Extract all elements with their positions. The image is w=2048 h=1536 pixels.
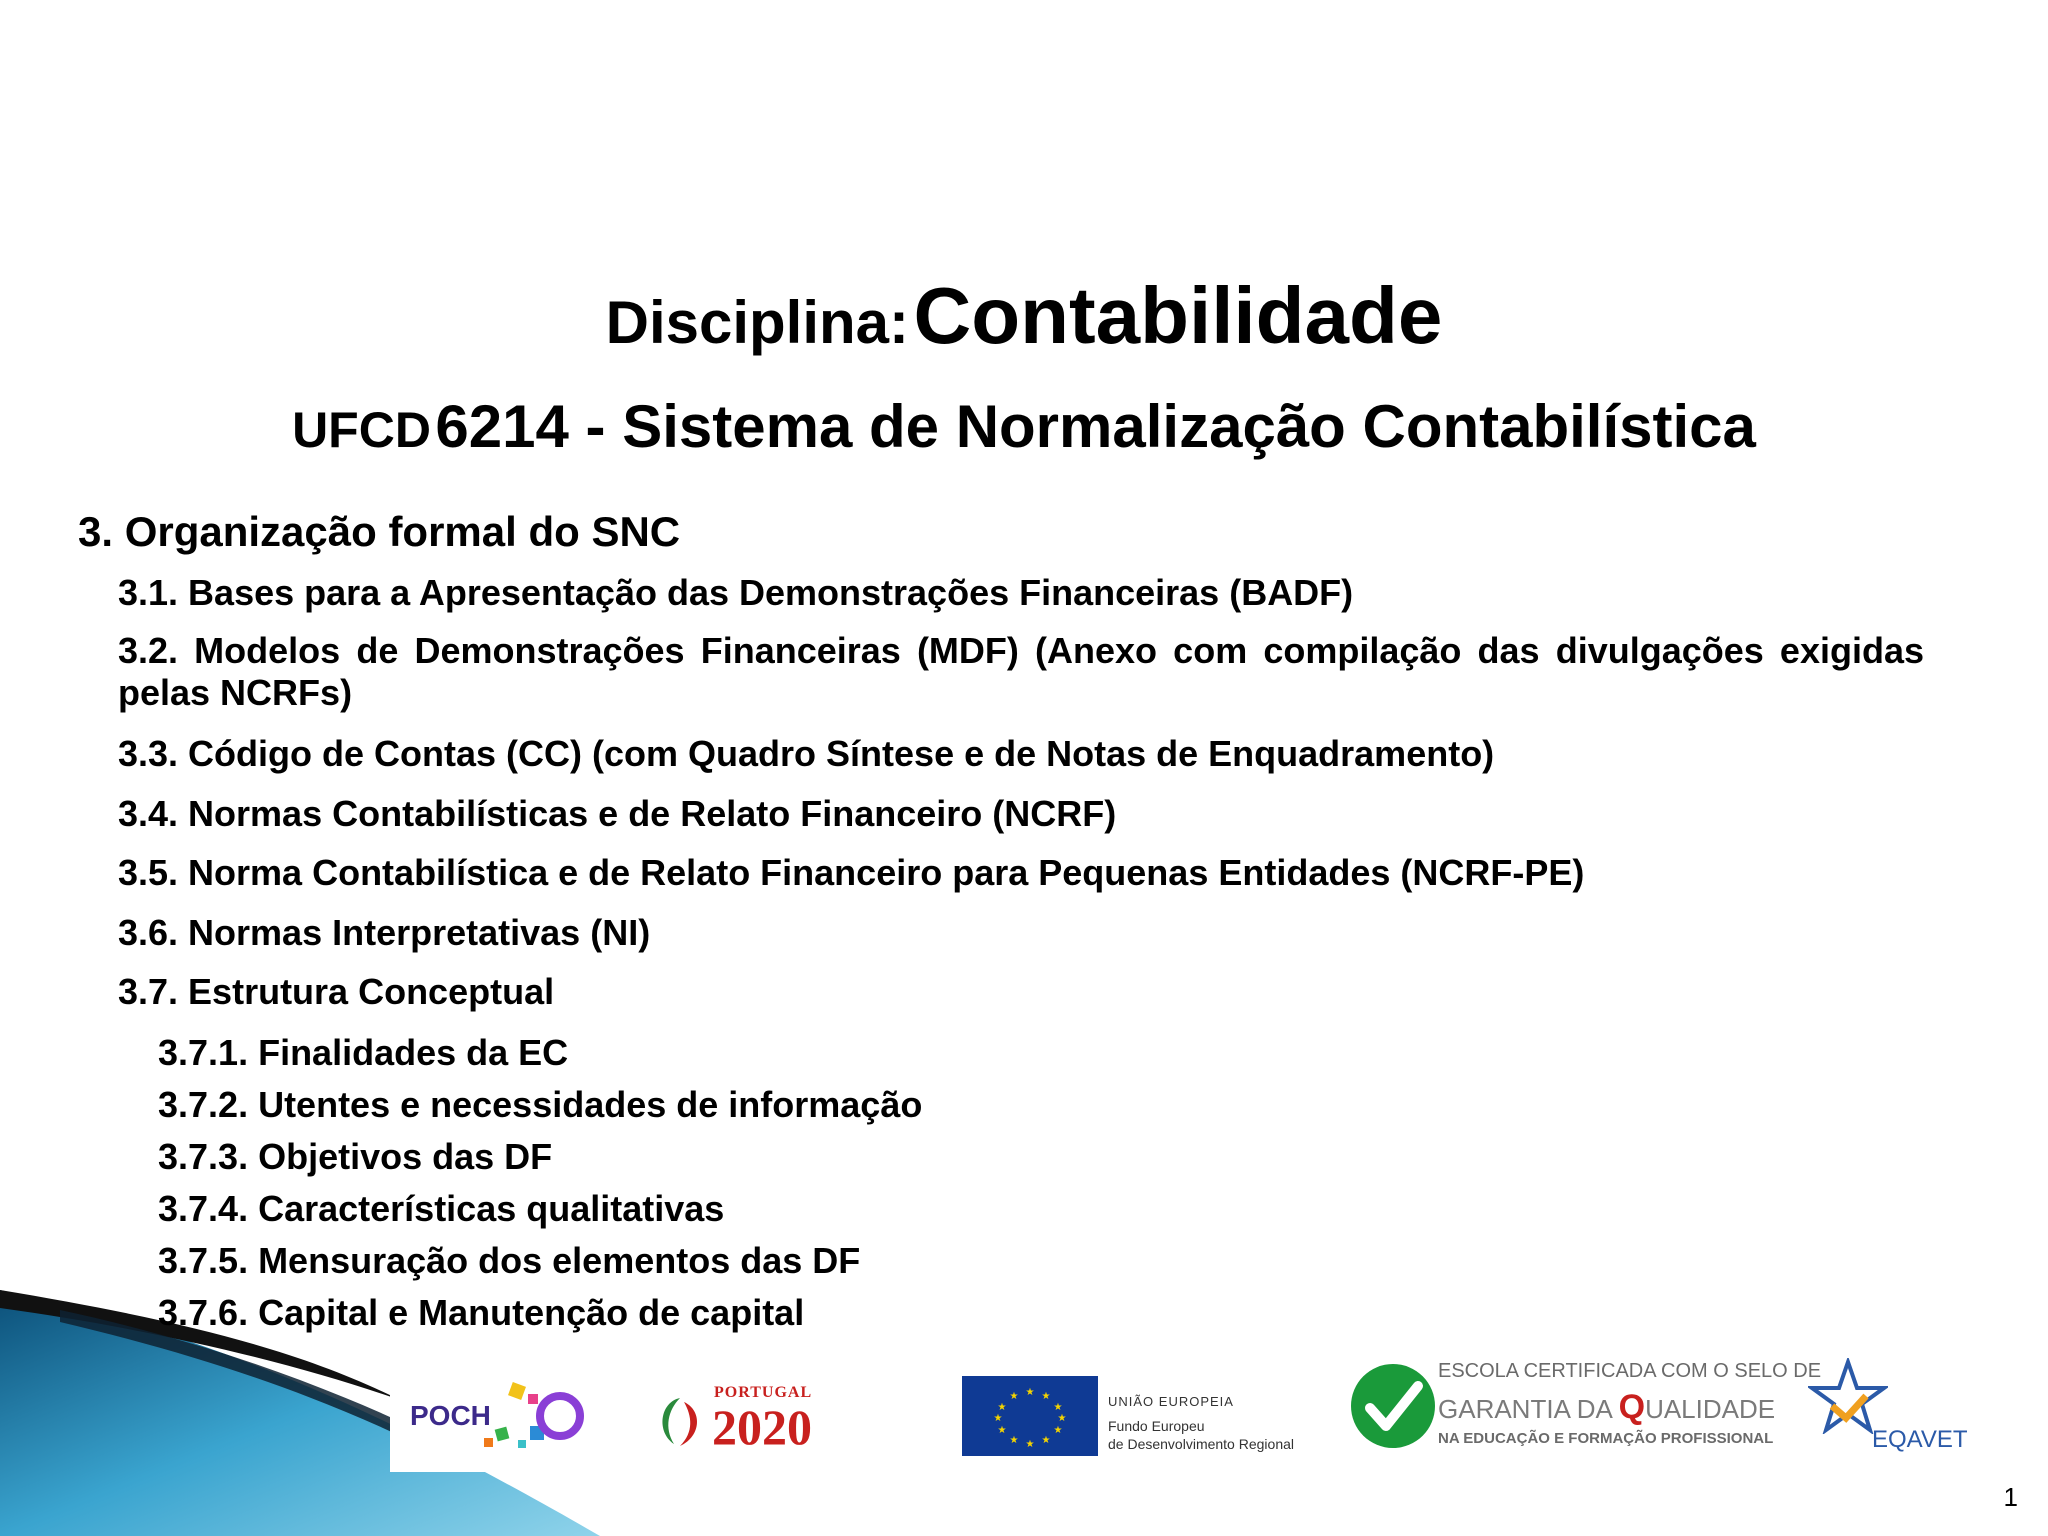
list-item: 3.5. Norma Contabilística e de Relato Financeiro para Pequenas Entidades (NCRF-PE) (118, 852, 1585, 893)
eu-logo (962, 1376, 1342, 1460)
slide-subtitle (0, 392, 2048, 461)
eu-flag-icon (962, 1376, 1098, 1456)
poch-text: POCH (410, 1400, 491, 1431)
subtitle-prefix: UFCD (292, 402, 431, 458)
sub-list-item: 3.7.3. Objetivos das DF (158, 1136, 553, 1177)
svg-text:★: ★ (1009, 1391, 1019, 1402)
list-item: 3.1. Bases para a Apresentação das Demonstrações Financeiras (BADF) (118, 572, 1354, 613)
subtitle-main: 6214 - Sistema de Normalização Contabilística (435, 393, 1756, 460)
eu-line-3: de Desenvolvimento Regional (1108, 1436, 1294, 1452)
svg-text:★: ★ (1041, 1435, 1051, 1446)
eqavet-logo (1808, 1358, 1968, 1458)
quality-line-1: ESCOLA CERTIFICADA COM O SELO DE (1438, 1360, 1822, 1382)
sub-list-item: 3.7.6. Capital e Manutenção de capital (158, 1292, 805, 1333)
svg-text:★: ★ (993, 1413, 1003, 1424)
sub-list-item: 3.7.2. Utentes e necessidades de informação (158, 1084, 923, 1125)
title-main: Contabilidade (913, 271, 1443, 360)
quality-line-2a: GARANTIA DA (1438, 1394, 1619, 1424)
list-item: 3.2. Modelos de Demonstrações Financeiras (MDF) (Anexo com compilação das divulgações exigidas pelas NCRFs) (118, 630, 1924, 713)
sub-list-item: 3.7.1. Finalidades da EC (158, 1032, 569, 1073)
quality-q-icon: Q (1618, 1388, 1646, 1426)
sub-list-item: 3.7.4. Características qualitativas (158, 1188, 725, 1229)
list-item: 3.6. Normas Interpretativas (NI) (118, 912, 651, 953)
svg-text:★: ★ (1041, 1391, 1051, 1402)
poch-logo (410, 1378, 590, 1458)
page-number: 1 (2003, 1482, 2018, 1512)
slide-title (0, 270, 2048, 362)
list-item: 3.3. Código de Contas (CC) (com Quadro Síntese e de Notas de Enquadramento) (118, 733, 1495, 774)
sub-list-item: 3.7.5. Mensuração dos elementos das DF (158, 1240, 861, 1281)
list-item: 3.7. Estrutura Conceptual (118, 971, 555, 1012)
section-heading: 3. Organização formal do SNC (78, 508, 681, 555)
portugal-swirl-icon (650, 1392, 710, 1452)
quality-seal-logo (1350, 1354, 1822, 1458)
portugal-label: PORTUGAL (714, 1384, 813, 1401)
svg-text:★: ★ (997, 1425, 1007, 1436)
eqavet-text: EQAVET (1872, 1426, 1968, 1453)
svg-text:★: ★ (1053, 1402, 1063, 1413)
svg-text:★: ★ (1025, 1387, 1035, 1398)
eu-line-2: Fundo Europeu (1108, 1418, 1205, 1434)
quality-line-2b: UALIDADE (1645, 1394, 1776, 1424)
svg-text:★: ★ (997, 1402, 1007, 1413)
svg-text:★: ★ (1057, 1413, 1067, 1424)
star-icon (1808, 1358, 1888, 1434)
svg-text:★: ★ (1053, 1425, 1063, 1436)
list-item: 3.4. Normas Contabilísticas e de Relato Financeiro (NCRF) (118, 793, 1117, 834)
quality-line-2 (1438, 1388, 1775, 1427)
portugal2020-logo (650, 1384, 910, 1454)
check-badge-icon (1350, 1358, 1436, 1454)
quality-line-3: NA EDUCAÇÃO E FORMAÇÃO PROFISSIONAL (1438, 1430, 1774, 1447)
portugal-2020: 2020 (712, 1399, 812, 1455)
eu-line-1: UNIÃO EUROPEIA (1108, 1394, 1234, 1409)
svg-text:★: ★ (1009, 1435, 1019, 1446)
svg-text:★: ★ (1025, 1439, 1035, 1450)
title-prefix: Disciplina: (605, 289, 910, 356)
